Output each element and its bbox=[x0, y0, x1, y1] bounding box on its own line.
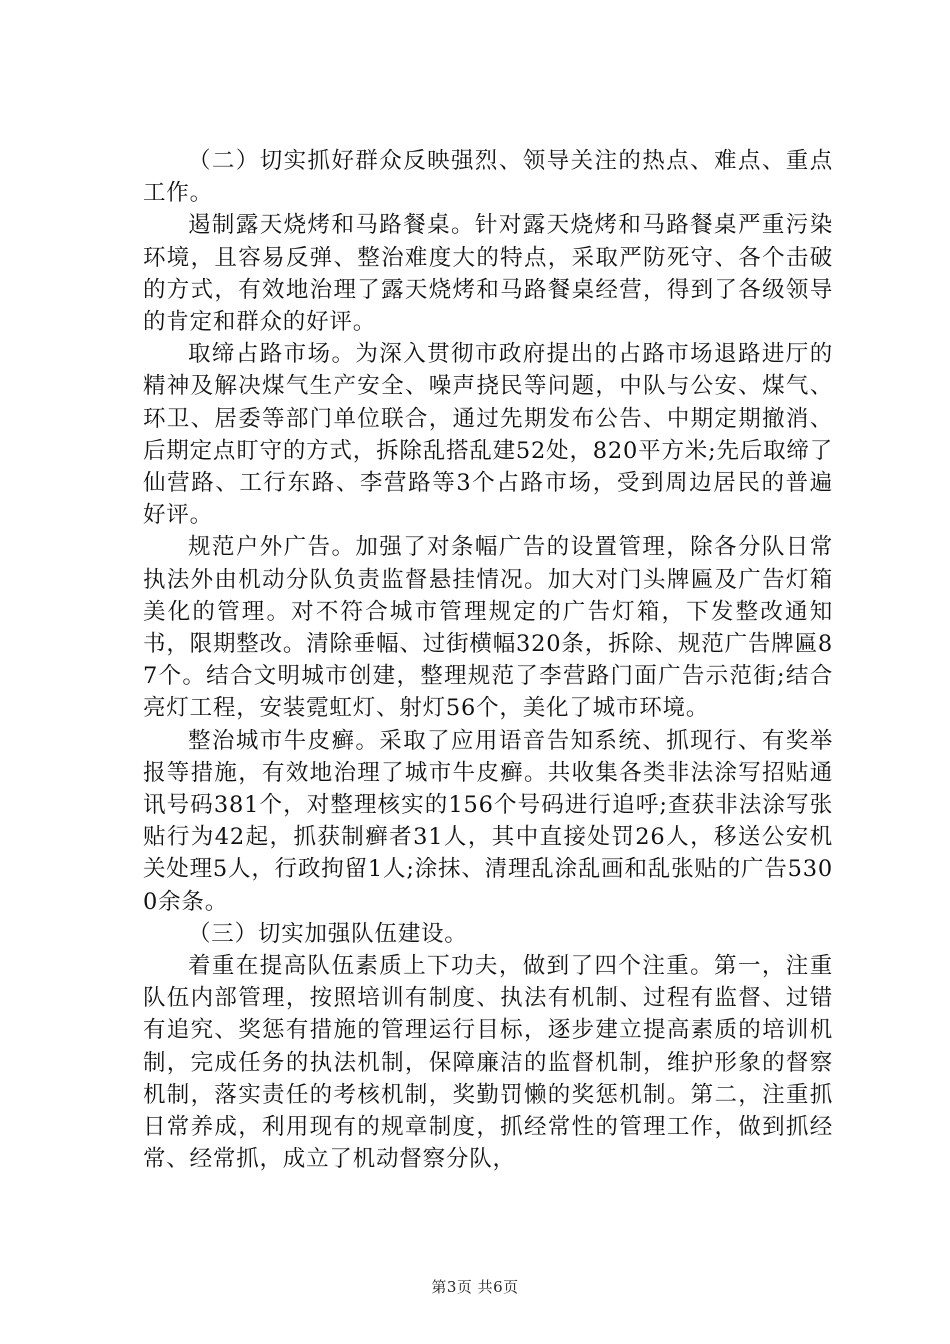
paragraph-illegal-posters: 整治城市牛皮癣。采取了应用语音告知系统、抓现行、有奖举报等措施，有效地治理了城市牛皮癣。共收集各类非法涂写招贴通讯号码381个，对整理核实的156个号码进行追呼;查获非法涂写张贴行为42起，抓获制癣者31人，其中直接处罚26人，移送公安机关处理5人，行政拘留1人;涂抹、清理乱涂乱画和乱张贴的广告5300余条。 bbox=[143, 727, 833, 915]
paragraph-outdoor-bbq: 遏制露天烧烤和马路餐桌。针对露天烧烤和马路餐桌严重污染环境，且容易反弹、整治难度大的特点，采取严防死守、各个击破的方式，有效地治理了露天烧烤和马路餐桌经营，得到了各级领导的肯定和群众的好评。 bbox=[143, 212, 833, 336]
section-heading-2: （二）切实抓好群众反映强烈、领导关注的热点、难点、重点工作。 bbox=[143, 148, 833, 207]
paragraph-road-markets: 取缔占路市场。为深入贯彻市政府提出的占路市场退路进厅的精神及解决煤气生产安全、噪声挠民等问题，中队与公安、煤气、环卫、居委等部门单位联合，通过先期发布公告、中期定期撤消、后期定点盯守的方式，拆除乱搭乱建52处，820平方米;先后取缔了仙营路、工行东路、李营路等3个占路市场，受到周边居民的普遍好评。 bbox=[143, 341, 833, 529]
paragraph-outdoor-ads: 规范户外广告。加强了对条幅广告的设置管理，除各分队日常执法外由机动分队负责监督悬挂情况。加大对门头牌匾及广告灯箱美化的管理。对不符合城市管理规定的广告灯箱，下发整改通知书，限期整改。清除垂幅、过街横幅320条，拆除、规范广告牌匾87个。结合文明城市创建，整理规范了李营路门面广告示范街;结合亮灯工程，安装霓虹灯、射灯56个，美化了城市环境。 bbox=[143, 534, 833, 722]
page-number-footer: 第3页 共6页 bbox=[431, 1278, 519, 1296]
document-body bbox=[143, 145, 833, 1176]
paragraph-team-building: 着重在提高队伍素质上下功夫，做到了四个注重。第一，注重队伍内部管理，按照培训有制度、执法有机制、过程有监督、过错有追究、奖惩有措施的管理运行目标，逐步建立提高素质的培训机制，完成任务的执法机制，保障廉洁的监督机制，维护形象的督察机制，落实责任的考核机制，奖勤罚懒的奖惩机制。第二，注重抓日常养成，利用现有的规章制度，抓经常性的管理工作，做到抓经常、经常抓，成立了机动督察分队， bbox=[143, 953, 833, 1173]
section-heading-3: （三）切实加强队伍建设。 bbox=[188, 920, 468, 947]
